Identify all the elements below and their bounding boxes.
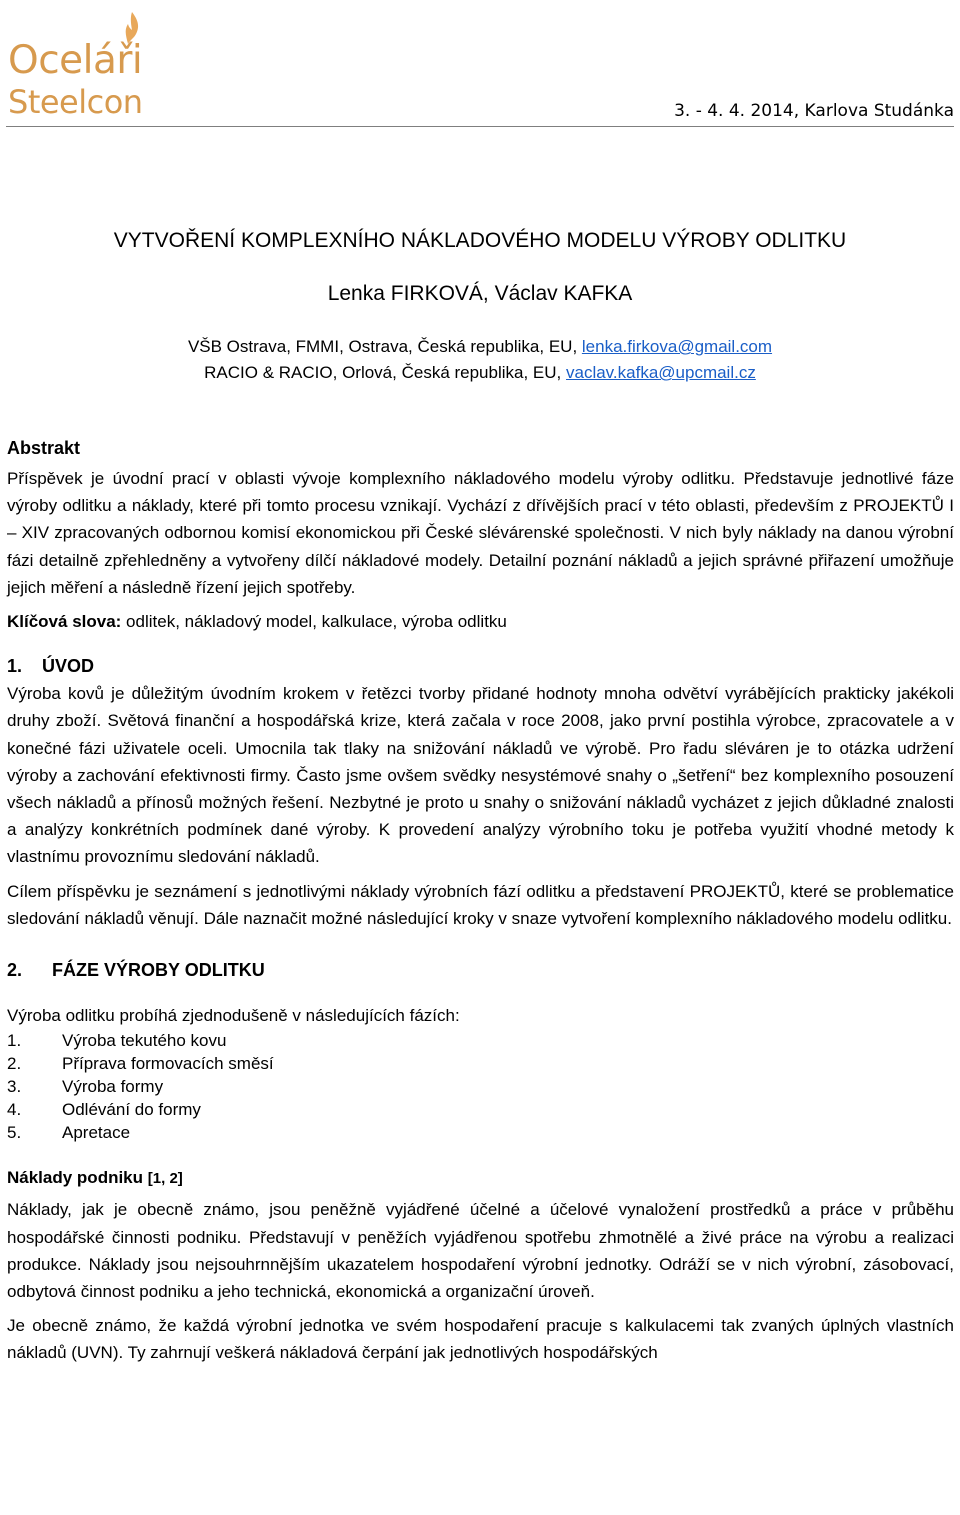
list-item-number: 1. — [7, 1031, 22, 1051]
section-1-number: 1. — [7, 656, 23, 677]
section-1-paragraph-1: Výroba kovů je důležitým úvodním krokem v řetězci tvorby přidané hodnoty mnoha odvětví vyrábějících prakticky jakékoli druhy zboží. Světová finanční a hospodářská krize, která začala v roce 2008, jako první postihla výrobce, zpracovatele a v konečné fázi uživatele oceli. Umocnila tak tlaky na snižování nákladů ve výrobě. Pro řadu sléváren je to otázka udržení výroby a zachování efektivnosti firmy. Často jsme ovšem svědky nesystémové snahy o „šetření“ bez komplexního posouzení všech nákladů a přínosů možných řešení. Nezbytné je proto u snahy o snižování nákladů vycházet z jejich důkladné znalosti a analýzy konkrétních podmínek dané výroby. K provedení analýzy výrobního toku je potřeba využití vhodné metody k vlastnímu provoznímu sledování nákladů. — [7, 684, 954, 867]
list-item-number: 3. — [7, 1077, 22, 1097]
paper-title: VYTVOŘENÍ KOMPLEXNÍHO NÁKLADOVÉHO MODELU VÝROBY ODLITKU — [113, 229, 847, 252]
list-item-text: Výroba formy — [62, 1077, 164, 1097]
abstract-heading: Abstrakt — [7, 438, 81, 458]
costs-subheading-text: Náklady podniku — [7, 1168, 144, 1188]
email-link-2[interactable]: vaclav.kafka@upcmail.cz — [566, 363, 756, 382]
affiliation-2 — [0, 362, 960, 384]
affiliation-1 — [0, 336, 960, 358]
conference-date-location: 3. - 4. 4. 2014, Karlova Studánka — [674, 101, 954, 121]
abstract-text: Příspěvek je úvodní prací v oblasti vývoje komplexního nákladového modelu výroby odlitku. Představuje jednotlivé fáze výroby odlitku a náklady, které při tomto procesu vznikají. Vychází z dřívějších prací v této oblasti, především z PROJEKTŮ I – XIV zpracovaných odbornou komisí ekonomickou při České slévárenské společnosti. V nich byly náklady na danou výrobní fázi detailně zpřehledněny a vytvořeny dílčí nákladové modely. Detailní poznání nákladů a jejich správné přiřazení umožňuje jejich měření a následně řízení jejich spotřeby. — [7, 469, 954, 597]
section-2-heading — [7, 957, 954, 984]
list-item-number: 4. — [7, 1100, 22, 1120]
main-content — [7, 435, 954, 1367]
section-2-title: FÁZE VÝROBY ODLITKU — [52, 960, 265, 981]
costs-subheading-ref: [1, 2] — [147, 1170, 183, 1188]
costs-subheading — [7, 1164, 954, 1192]
affiliation-1-text: VŠB Ostrava, FMMI, Ostrava, Česká republika, EU, — [187, 337, 582, 356]
section-1-paragraph-2: Cílem příspěvku je seznámení s jednotlivými náklady výrobních fází odlitku a představení PROJEKTŮ, které se problematice sledování nákladů věnují. Dále naznačit možné následující kroky v snaze vytvoření komplexního nákladového modelu odlitku. — [7, 881, 954, 928]
section-2-intro: Výroba odlitku probíhá zjednodušeně v následujících fázích: — [7, 1006, 460, 1026]
list-item-text: Apretace — [62, 1123, 131, 1143]
section-1-title: ÚVOD — [42, 656, 95, 677]
steelcon-logo — [8, 6, 148, 121]
list-item-text: Příprava formovacích směsí — [62, 1054, 274, 1074]
logo-text-ocelari: Oceláři — [8, 38, 143, 83]
affiliation-2-text: RACIO & RACIO, Orlová, Česká republika, EU, — [204, 363, 566, 382]
keywords-text: odlitek, nákladový model, kalkulace, výroba odlitku — [121, 612, 507, 632]
header-divider — [6, 126, 954, 127]
section-1-heading — [7, 653, 954, 680]
section-2-number: 2. — [7, 960, 23, 981]
list-item-text: Výroba tekutého kovu — [62, 1031, 227, 1051]
list-item — [7, 1075, 954, 1098]
list-item — [7, 1121, 954, 1144]
costs-paragraph-1: Náklady, jak je obecně známo, jsou peněžně vyjádřené účelné a účelové vynaložení prostředků a práce v průběhu hospodářské činnosti podniku. Představují v peněžích vyjádřenou spotřebu zhmotnělé a živé práce na výrobu a realizaci produkce. Náklady jsou nejsouhrnnějším ukazatelem hospodaření výrobní jednotky. Odráží se v nich výrobní, zásobovací, odbytová činnost podniku a jeho technická, ekonomická a organizační úroveň. — [7, 1200, 954, 1302]
email-link-1[interactable]: lenka.firkova@gmail.com — [581, 337, 773, 356]
list-item — [7, 1052, 954, 1075]
list-item — [7, 1098, 954, 1121]
list-item-text: Odlévání do formy — [62, 1100, 201, 1120]
costs-paragraph-2: Je obecně známo, že každá výrobní jednotka ve svém hospodaření pracuje s kalkulacemi tak zvaných úplných vlastních nákladů (UVN). Ty zahrnují veškerá nákladová čerpání jak jednotlivých hospodářských — [7, 1316, 954, 1363]
list-item-number: 5. — [7, 1123, 22, 1143]
keywords-label: Klíčová slova: — [7, 612, 122, 632]
logo-text-steelcon: Steelcon — [8, 83, 143, 121]
list-item — [7, 1029, 954, 1052]
list-item-number: 2. — [7, 1054, 22, 1074]
paper-authors: Lenka FIRKOVÁ, Václav KAFKA — [327, 282, 633, 305]
phase-list — [7, 1029, 954, 1144]
keywords — [7, 608, 954, 635]
